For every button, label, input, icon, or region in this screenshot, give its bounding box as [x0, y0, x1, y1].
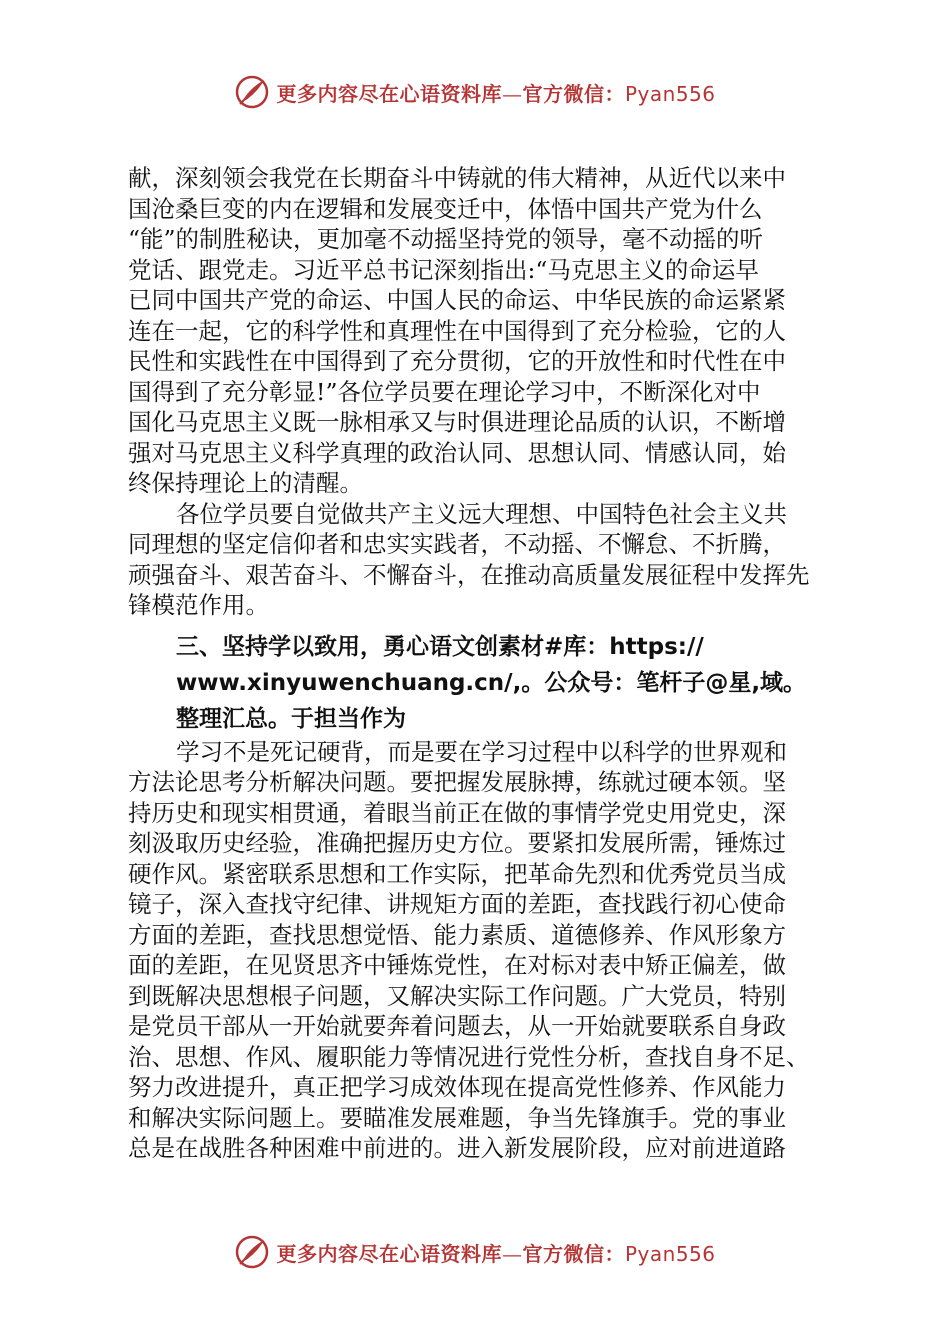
- text-line: 国化马克思主义既一脉相承又与时俱进理论品质的认识，不断增: [128, 408, 786, 436]
- text-line: 到既解决思想根子问题，又解决实际工作问题。广大党员，特别: [128, 981, 786, 1010]
- text-line: 国得到了充分彰显!”各位学员要在理论学习中，不断深化对中: [128, 377, 761, 406]
- heading-line: 整理汇总。于担当作为: [176, 705, 406, 732]
- quill-seal-logo-icon: [234, 74, 270, 110]
- text-line: 党话、跟党走。习近平总书记深刻指出:“马克思主义的命运早: [128, 255, 759, 284]
- text-line: 国沧桑巨变的内在逻辑和发展变迁中，体悟中国共产党为什么: [128, 194, 763, 223]
- text-line: 各位学员要自觉做共产主义远大理想、中国特色社会主义共: [176, 499, 787, 528]
- text-line: 和解决实际问题上。要瞄准发展难题，争当先锋旗手。党的事业: [128, 1103, 786, 1132]
- paragraph-1: [128, 163, 828, 499]
- text-line: 锋模范作用。: [128, 591, 269, 619]
- text-line: 终保持理论上的清醒。: [128, 469, 363, 497]
- text-line: 是党员干部从一开始就要奔着问题去，从一开始就要联系自身政: [128, 1012, 786, 1040]
- text-line: 镜子，深入查找守纪律、讲规矩方面的差距，查找践行初心使命: [128, 890, 786, 918]
- text-line: 刻汲取历史经验，准确把握历史方位。要紧扣发展所需，锤炼过: [128, 829, 786, 857]
- footer-banner: [0, 1232, 950, 1272]
- text-line: 治、思想、作风、履职能力等情况进行党性分析，查找自身不足、: [128, 1042, 810, 1071]
- text-line: 学习不是死记硬背，而是要在学习过程中以科学的世界观和: [176, 737, 787, 766]
- header-banner: [0, 72, 950, 112]
- banner-contact: Pyan556: [624, 81, 716, 106]
- paragraph-2: [128, 499, 828, 621]
- text-line: 努力改进提升，真正把学习成效体现在提高党性修养、作风能力: [128, 1073, 786, 1101]
- quill-seal-logo-icon: [234, 1234, 270, 1270]
- paragraph-3: [128, 737, 828, 1164]
- text-line: 连在一起，它的科学性和真理性在中国得到了充分检验，它的人: [128, 316, 786, 345]
- section-heading: [128, 629, 828, 737]
- banner-text: 更多内容尽在心语资料库—官方微信：Pyan556: [276, 1241, 716, 1266]
- banner-text: 更多内容尽在心语资料库—官方微信：Pyan556: [276, 81, 716, 106]
- document-body: [128, 163, 828, 1164]
- text-line: 同理想的坚定信仰者和忠实实践者，不动摇、不懈怠、不折腾，: [128, 530, 786, 558]
- text-line: “能”的制胜秘诀，更加毫不动摇坚持党的领导，毫不动摇的听: [128, 225, 764, 253]
- text-line: 民性和实践性在中国得到了充分贯彻，它的开放性和时代性在中: [128, 347, 786, 375]
- text-line: 总是在战胜各种困难中前进的。进入新发展阶段，应对前进道路: [128, 1134, 786, 1162]
- text-line: 献，深刻领会我党在长期奋斗中铸就的伟大精神，从近代以来中: [128, 164, 786, 192]
- text-line: 已同中国共产党的命运、中国人民的命运、中华民族的命运紧紧: [128, 286, 786, 314]
- heading-line: 三、坚持学以致用，勇心语文创素材#库：https://: [176, 633, 704, 660]
- text-line: 持历史和现实相贯通，着眼当前正在做的事情学党史用党史，深: [128, 798, 786, 827]
- text-line: 强对马克思主义科学真理的政治认同、思想认同、情感认同，始: [128, 438, 786, 467]
- text-line: 顽强奋斗、艰苦奋斗、不懈奋斗，在推动高质量发展征程中发挥先: [128, 560, 810, 589]
- heading-line: www.xinyuwenchuang.cn/,。公众号：笔杆子@星,域。: [176, 669, 807, 696]
- text-line: 面的差距，在见贤思齐中锤炼党性，在对标对表中矫正偏差，做: [128, 951, 786, 979]
- text-line: 硬作风。紧密联系思想和工作实际，把革命先烈和优秀党员当成: [128, 859, 786, 888]
- text-line: 方法论思考分析解决问题。要把握发展脉搏，练就过硬本领。坚: [128, 768, 786, 796]
- text-line: 方面的差距，查找思想觉悟、能力素质、道德修养、作风形象方: [128, 920, 786, 949]
- banner-contact: Pyan556: [624, 1241, 716, 1266]
